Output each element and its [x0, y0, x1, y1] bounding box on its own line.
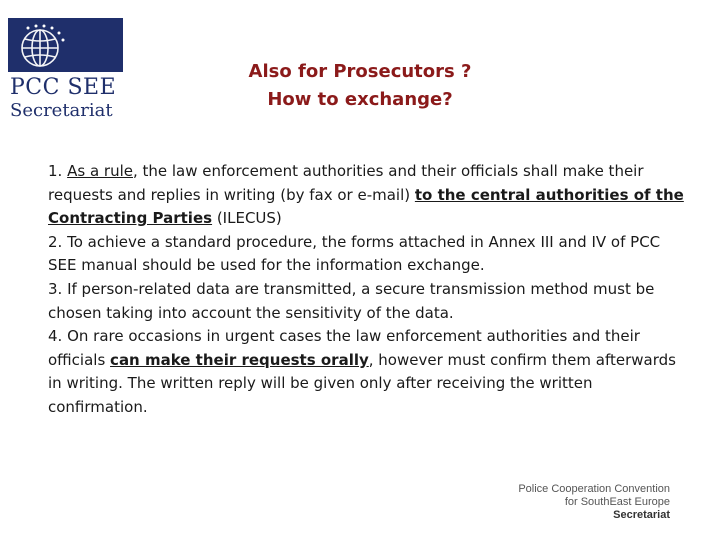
logo-text	[10, 76, 130, 122]
p1-number: 1.	[48, 162, 68, 180]
p4-text-2: , however must confirm them afterwards in writing. The written reply will be given only after receiving the written confirmation.	[48, 350, 676, 416]
footer-line-1: Police Cooperation Convention	[518, 483, 670, 495]
logo-line-secretariat: Secretariat	[10, 100, 113, 121]
logo-globe-box	[8, 18, 123, 72]
p4-underlined-requests-orally: can make their requests orally	[110, 350, 369, 369]
logo-line-pcc-see: PCC SEE	[10, 75, 117, 100]
title-line-1: Also for Prosecutors ?	[248, 61, 472, 82]
p4-text-1: 4. On rare occasions in urgent cases the law enforcement authorities and their officials	[48, 327, 640, 369]
slide-body	[48, 160, 688, 420]
p1-underlined-central-authorities: to the central authorities of the Contracting Parties	[48, 185, 684, 228]
paragraph-4	[48, 325, 688, 419]
footer-logo	[480, 483, 670, 522]
p1-underlined-as-a-rule: As a rule	[67, 162, 133, 180]
globe-icon	[14, 22, 70, 70]
paragraph-3: 3. If person-related data are transmitted, a secure transmission method must be chosen taking into account the sensitivity of the data.	[48, 279, 655, 322]
slide-title	[180, 58, 540, 114]
paragraph-1	[48, 160, 688, 231]
p1-text-2: (ILECUS)	[212, 209, 282, 228]
footer-line-2: for SouthEast Europe	[564, 496, 670, 508]
footer-line-3: Secretariat	[613, 509, 670, 521]
p1-text-1: , the law enforcement authorities and their officials shall make their requests and replies in writing (by fax or e-mail)	[48, 162, 644, 204]
title-line-2: How to exchange?	[267, 89, 453, 110]
paragraph-2: 2. To achieve a standard procedure, the forms attached in Annex III and IV of PCC SEE manual should be used for the information exchange.	[48, 232, 661, 275]
